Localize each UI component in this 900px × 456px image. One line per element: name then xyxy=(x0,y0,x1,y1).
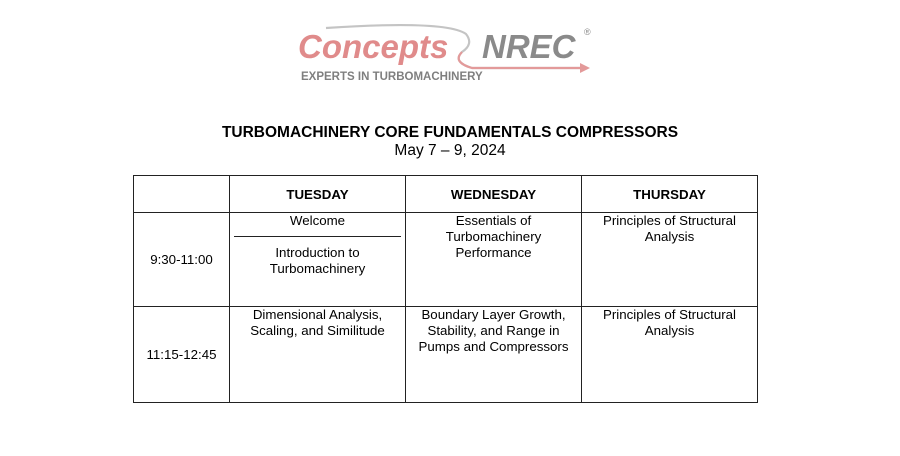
logo-tagline: EXPERTS IN TURBOMACHINERY xyxy=(301,71,483,83)
header-cell-tuesday: TUESDAY xyxy=(230,176,406,213)
table-row xyxy=(134,307,758,403)
logo-nrec-text: NREC xyxy=(482,28,576,65)
session-title: Boundary Layer Growth, Stability, and Range in Pumps and Compressors xyxy=(418,307,569,354)
time-cell: 11:15-12:45 xyxy=(134,307,230,403)
table-header-row xyxy=(134,176,758,213)
session-cell-wednesday xyxy=(406,213,582,307)
concepts-nrec-logo xyxy=(296,22,596,84)
table-row xyxy=(134,213,758,307)
arrowhead-icon xyxy=(580,63,590,73)
header-cell-wednesday: WEDNESDAY xyxy=(406,176,582,213)
logo-graphic xyxy=(296,22,596,84)
session-cell-wednesday xyxy=(406,307,582,403)
document-title: TURBOMACHINERY CORE FUNDAMENTALS COMPRESSORS xyxy=(221,124,679,141)
session-title: Principles of Structural Analysis xyxy=(602,307,737,338)
session-cell-thursday xyxy=(582,307,758,403)
session-title: Dimensional Analysis, Scaling, and Similitude xyxy=(250,307,385,338)
schedule-table xyxy=(133,175,758,403)
header-cell-thursday: THURSDAY xyxy=(582,176,758,213)
session-cell-thursday xyxy=(582,213,758,307)
logo-concepts-text: Concepts xyxy=(298,28,449,65)
session-title: Essentials of Turbomachinery Performance xyxy=(445,213,542,260)
document-header xyxy=(0,124,900,160)
time-cell: 9:30-11:00 xyxy=(134,213,230,307)
session-cell-tuesday xyxy=(230,307,406,403)
session-intro: Introduction to Turbomachinery xyxy=(269,245,366,276)
header-cell-empty xyxy=(134,176,230,213)
session-welcome: Welcome xyxy=(234,213,401,237)
registered-mark: ® xyxy=(584,27,591,37)
session-cell-tuesday xyxy=(230,213,406,307)
session-title: Principles of Structural Analysis xyxy=(602,213,737,244)
document-dates: May 7 – 9, 2024 xyxy=(394,142,506,159)
